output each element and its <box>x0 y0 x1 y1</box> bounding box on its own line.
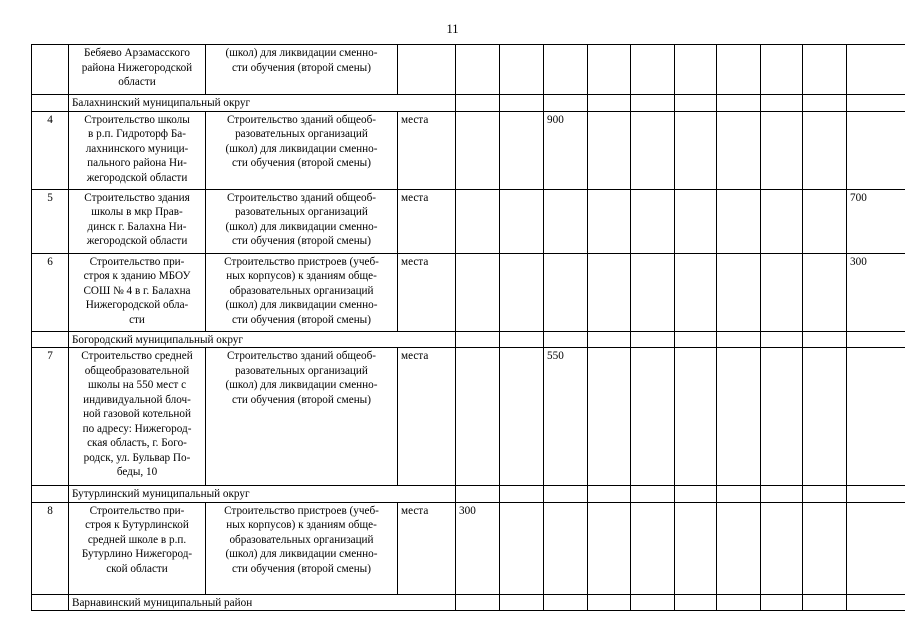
empty-cell <box>631 486 675 503</box>
row-number <box>32 45 69 95</box>
value-cell <box>803 189 847 253</box>
value-cell <box>761 502 803 594</box>
value-cell <box>456 253 500 331</box>
empty-cell <box>631 594 675 611</box>
table-row <box>32 348 905 486</box>
section-title: Богородский муниципальный округ <box>69 331 456 348</box>
value-cell <box>847 111 905 189</box>
value-cell <box>500 348 544 486</box>
value-cell: 300 <box>456 502 500 594</box>
value-cell <box>500 189 544 253</box>
value-cell <box>544 45 588 95</box>
empty-cell <box>675 594 717 611</box>
unit-cell <box>398 45 456 95</box>
object-name: Бебяево Арзамасского района Нижегородской области <box>69 45 206 95</box>
empty-cell <box>847 486 905 503</box>
value-cell: 900 <box>544 111 588 189</box>
value-cell <box>456 45 500 95</box>
section-spacer <box>32 331 69 348</box>
unit-cell: места <box>398 502 456 594</box>
empty-cell <box>544 95 588 112</box>
empty-cell <box>675 95 717 112</box>
empty-cell <box>456 95 500 112</box>
object-name: Строительство здания школы в мкр Прав- динск г. Балахна Ни- жегородской области <box>69 189 206 253</box>
value-cell <box>456 348 500 486</box>
empty-cell <box>588 331 631 348</box>
value-cell <box>717 348 761 486</box>
value-cell <box>847 348 905 486</box>
empty-cell <box>588 486 631 503</box>
value-cell <box>588 502 631 594</box>
empty-cell <box>803 331 847 348</box>
empty-cell <box>761 95 803 112</box>
value-cell <box>761 45 803 95</box>
value-cell <box>588 111 631 189</box>
value-cell <box>500 253 544 331</box>
value-cell <box>761 111 803 189</box>
empty-cell <box>717 331 761 348</box>
section-title: Балахнинский муниципальный округ <box>69 95 456 112</box>
value-cell <box>675 502 717 594</box>
empty-cell <box>500 594 544 611</box>
unit-cell: места <box>398 111 456 189</box>
empty-cell <box>761 331 803 348</box>
empty-cell <box>456 486 500 503</box>
value-cell <box>456 189 500 253</box>
value-cell <box>675 253 717 331</box>
value-cell <box>803 348 847 486</box>
object-name: Строительство школы в р.п. Гидроторф Ба- лахнинского муници- пального района Ни- жегородской области <box>69 111 206 189</box>
section-row <box>32 331 905 348</box>
table-body <box>32 45 905 611</box>
empty-cell <box>847 95 905 112</box>
object-name: Строительство при- строя к зданию МБОУ СОШ № 4 в г. Балахна Нижегородской обла- сти <box>69 253 206 331</box>
value-cell: 300 <box>847 253 905 331</box>
object-name: Строительство при- строя к Бутурлинской средней школе в р.п. Бутурлино Нижегород- ской области <box>69 502 206 594</box>
purpose-text: (школ) для ликвидации сменно- сти обучения (второй смены) <box>206 45 398 95</box>
empty-cell <box>500 331 544 348</box>
empty-cell <box>717 95 761 112</box>
investment-table <box>31 44 905 611</box>
value-cell <box>631 189 675 253</box>
value-cell <box>675 45 717 95</box>
value-cell <box>847 502 905 594</box>
empty-cell <box>544 594 588 611</box>
purpose-text: Строительство зданий общеоб- разовательных организаций (школ) для ликвидации сменно- сти обучения (второй смены) <box>206 189 398 253</box>
value-cell: 700 <box>847 189 905 253</box>
value-cell <box>631 253 675 331</box>
section-spacer <box>32 594 69 611</box>
empty-cell <box>500 486 544 503</box>
empty-cell <box>456 594 500 611</box>
object-name: Строительство средней общеобразовательной школы на 550 мест с индивидуальной блоч- ной газовой котельной по адресу: Нижегород- ская область, г. Бого- родск, ул. Бульвар По- беды, 10 <box>69 348 206 486</box>
empty-cell <box>803 594 847 611</box>
row-number: 7 <box>32 348 69 486</box>
empty-cell <box>675 331 717 348</box>
value-cell <box>675 348 717 486</box>
section-title: Варнавинский муниципальный район <box>69 594 456 611</box>
empty-cell <box>847 331 905 348</box>
row-number: 6 <box>32 253 69 331</box>
value-cell <box>717 189 761 253</box>
section-row <box>32 95 905 112</box>
empty-cell <box>588 594 631 611</box>
empty-cell <box>717 594 761 611</box>
value-cell <box>847 45 905 95</box>
empty-cell <box>761 486 803 503</box>
empty-cell <box>544 331 588 348</box>
empty-cell <box>631 331 675 348</box>
table-row <box>32 502 905 594</box>
value-cell <box>717 45 761 95</box>
row-number: 4 <box>32 111 69 189</box>
value-cell <box>631 111 675 189</box>
section-title: Бутурлинский муниципальный округ <box>69 486 456 503</box>
value-cell <box>631 45 675 95</box>
value-cell <box>761 189 803 253</box>
table-row <box>32 253 905 331</box>
purpose-text: Строительство пристроев (учеб- ных корпусов) к зданиям обще- образовательных организаций (школ) для ликвидации сменно- сти обучения (второй смены) <box>206 253 398 331</box>
table-row <box>32 45 905 95</box>
value-cell: 550 <box>544 348 588 486</box>
value-cell <box>500 45 544 95</box>
section-row <box>32 486 905 503</box>
empty-cell <box>761 594 803 611</box>
value-cell <box>544 502 588 594</box>
value-cell <box>544 189 588 253</box>
value-cell <box>500 502 544 594</box>
purpose-text: Строительство зданий общеоб- разовательных организаций (школ) для ликвидации сменно- сти обучения (второй смены) <box>206 348 398 486</box>
section-spacer <box>32 486 69 503</box>
empty-cell <box>675 486 717 503</box>
empty-cell <box>631 95 675 112</box>
empty-cell <box>588 95 631 112</box>
row-number: 8 <box>32 502 69 594</box>
value-cell <box>803 111 847 189</box>
section-row <box>32 594 905 611</box>
page-number: 11 <box>446 22 459 36</box>
value-cell <box>588 348 631 486</box>
value-cell <box>588 45 631 95</box>
table-row <box>32 189 905 253</box>
value-cell <box>803 253 847 331</box>
value-cell <box>761 253 803 331</box>
table-row <box>32 111 905 189</box>
empty-cell <box>803 95 847 112</box>
value-cell <box>803 45 847 95</box>
unit-cell: места <box>398 189 456 253</box>
purpose-text: Строительство зданий общеоб- разовательных организаций (школ) для ликвидации сменно- сти обучения (второй смены) <box>206 111 398 189</box>
value-cell <box>717 502 761 594</box>
value-cell <box>544 253 588 331</box>
value-cell <box>456 111 500 189</box>
value-cell <box>500 111 544 189</box>
row-number: 5 <box>32 189 69 253</box>
unit-cell: места <box>398 348 456 486</box>
empty-cell <box>717 486 761 503</box>
value-cell <box>631 348 675 486</box>
value-cell <box>588 189 631 253</box>
section-spacer <box>32 95 69 112</box>
purpose-text: Строительство пристроев (учеб- ных корпусов) к зданиям обще- образовательных организаций (школ) для ликвидации сменно- сти обучения (второй смены) <box>206 502 398 594</box>
value-cell <box>761 348 803 486</box>
value-cell <box>717 111 761 189</box>
value-cell <box>675 189 717 253</box>
empty-cell <box>500 95 544 112</box>
empty-cell <box>847 594 905 611</box>
empty-cell <box>803 486 847 503</box>
empty-cell <box>456 331 500 348</box>
value-cell <box>803 502 847 594</box>
value-cell <box>588 253 631 331</box>
unit-cell: места <box>398 253 456 331</box>
value-cell <box>631 502 675 594</box>
empty-cell <box>544 486 588 503</box>
value-cell <box>717 253 761 331</box>
value-cell <box>675 111 717 189</box>
